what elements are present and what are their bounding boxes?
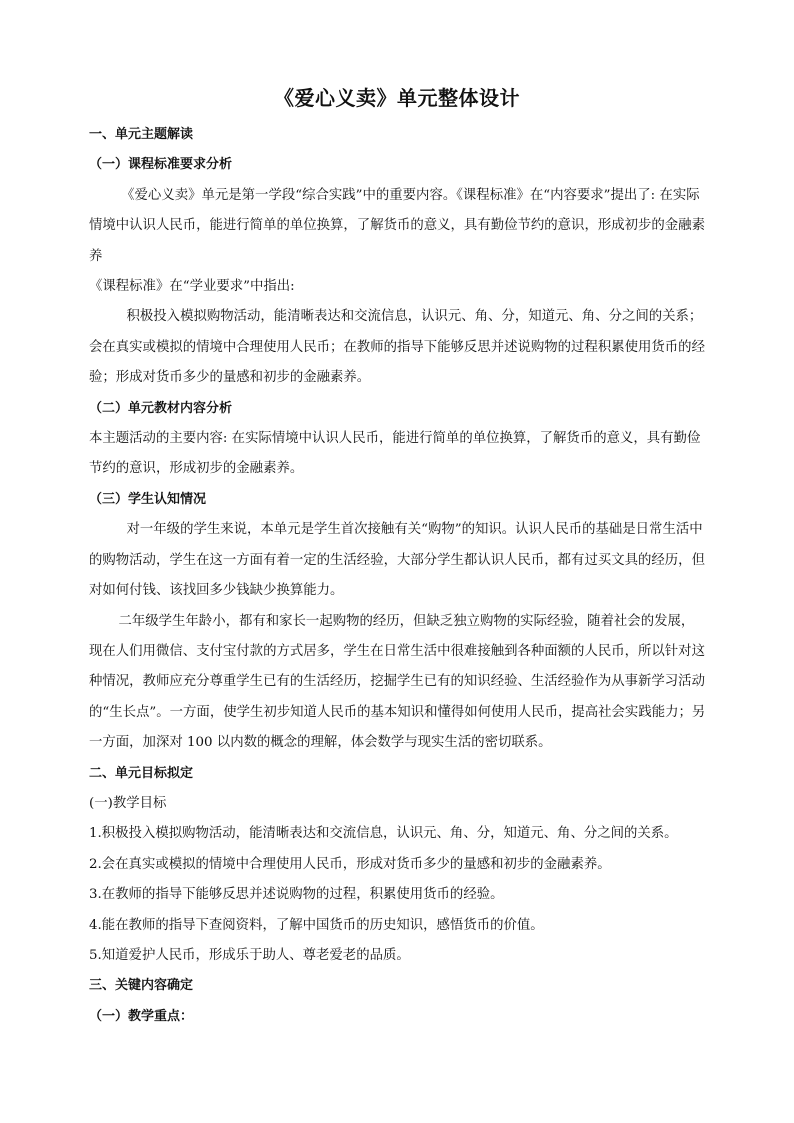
paragraph-first-grade: 对一年级的学生来说，本单元是学生首次接触有关“购物”的知识。认识人民币的基础是日常生活中的购物活动，学生在这一方面有着一定的生活经验，大部分学生都认识人民币，都有过买文具的经历，但对如何付钱、该找回多少钱缺少换算能力。 <box>89 522 705 599</box>
goal-item-2: 2.会在真实或模拟的情境中合理使用人民币，形成对货币多少的量感和初步的金融素养。 <box>89 856 611 872</box>
document-title: 《爱心义卖》单元整体设计 <box>274 86 520 110</box>
subsection-heading-1-2: （二）单元教材内容分析 <box>89 400 233 416</box>
paragraph-content-analysis: 本主题活动的主要内容: 在实际情境中认识人民币，能进行简单的单位换算，了解货币的意义，具有勤俭节约的意识，形成初步的金融素养。 <box>89 431 701 477</box>
subsection-heading-1-3: （三）学生认知情况 <box>89 491 207 507</box>
goal-item-1: 1.积极投入模拟购物活动，能清晰表达和交流信息，认识元、角、分，知道元、角、分之间的关系。 <box>89 826 678 842</box>
paragraph-standard-requirements: 《爱心义卖》单元是第一学段“综合实践”中的重要内容。《课程标准》在“内容要求”提出了: 在实际情境中认识人民币，能进行简单的单位换算，了解货币的意义，具有勤俭节约的意识，形成初步的金融素养 <box>89 187 705 264</box>
goal-item-5: 5.知道爱护人民币，形成乐于助人、尊老爱老的品质。 <box>89 947 410 963</box>
goal-item-4: 4.能在教师的指导下查阅资料，了解中国货币的历史知识，感悟货币的价值。 <box>89 917 544 933</box>
paragraph-second-grade: 二年级学生年龄小，都有和家长一起购物的经历，但缺乏独立购物的实际经验，随着社会的发展，现在人们用微信、支付宝付款的方式居多，学生在日常生活中很难接触到各种面额的人民币，所以针对这种情况，教师应充分尊重学生已有的生活经历，挖掘学生已有的知识经验、生活经验作为从事新学习活动的“生长点”。一方面，使学生初步知道人民币的基本知识和懂得如何使用人民币，提高社会实践能力；另一方面，加深对 100 以内数的概念的理解，体会数学与现实生活的密切联系。 <box>89 613 706 751</box>
document-body <box>89 120 707 1032</box>
paragraph-academic-requirements-intro: 《课程标准》在“学业要求”中指出: <box>89 279 295 295</box>
section-heading-2: 二、单元目标拟定 <box>89 765 194 781</box>
subsection-heading-3-1: （一）教学重点： <box>89 1008 194 1024</box>
subsection-heading-2-1: (一)教学目标 <box>89 795 167 811</box>
goal-item-3: 3.在教师的指导下能够反思并述说购物的过程，积累使用货币的经验。 <box>89 887 504 903</box>
section-heading-1: 一、单元主题解读 <box>89 127 194 142</box>
subsection-heading-1-1: （一）课程标准要求分析 <box>89 157 233 173</box>
paragraph-academic-requirements: 积极投入模拟购物活动，能清晰表达和交流信息，认识元、角、分，知道元、角、分之间的关系；会在真实或模拟的情境中合理使用人民币；在教师的指导下能够反思并述说购物的过程积累使用货币的经验；形成对货币多少的量感和初步的金融素养。 <box>89 309 705 386</box>
section-heading-3: 三、关键内容确定 <box>89 978 194 994</box>
